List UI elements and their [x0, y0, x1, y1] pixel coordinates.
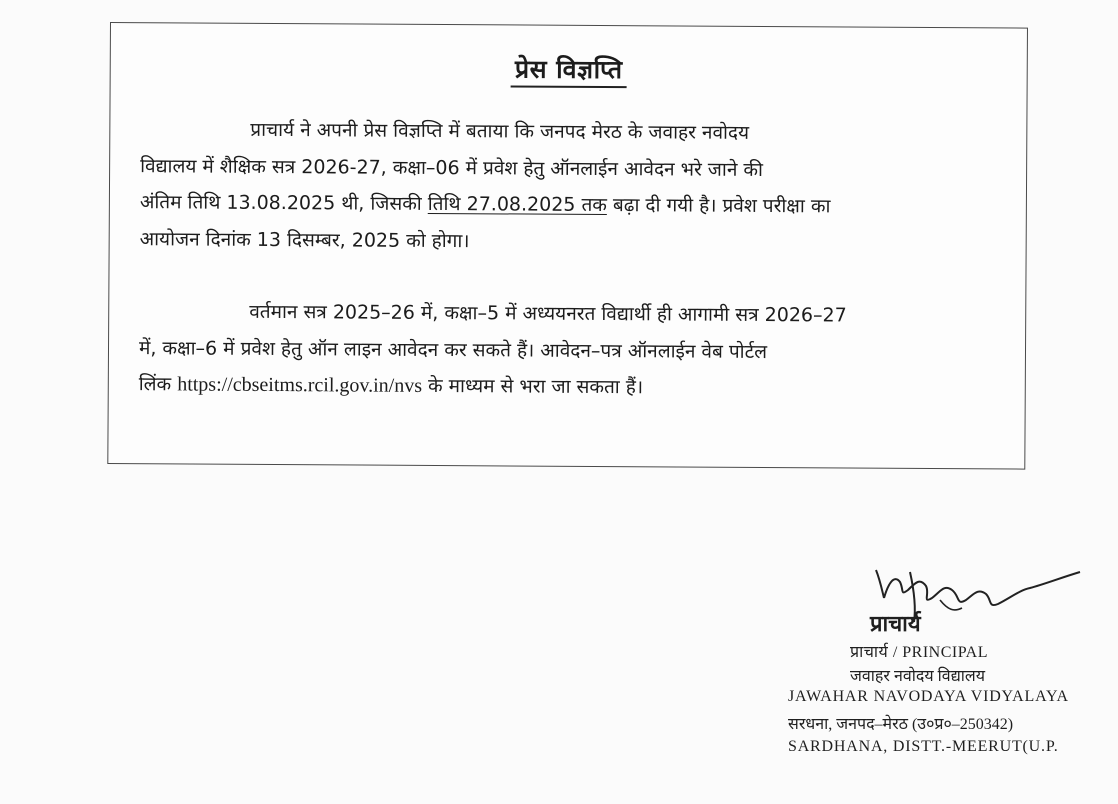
- para1-line-3: अंतिम तिथि 13.08.2025 थी, जिसकी तिथि 27.08.2025 तक बढ़ा दी गयी है। प्रवेश परीक्षा का: [139, 191, 831, 218]
- para2-line-3: लिंक https://cbseitms.rcil.gov.in/nvs के माध्यम से भरा जा सकता हैं।: [138, 373, 644, 399]
- extended-date-underlined: तिथि 27.08.2025 तक: [427, 192, 607, 217]
- portal-url: https://cbseitms.rcil.gov.in/nvs: [177, 373, 423, 397]
- stamp-line-3: JAWAHAR NAVODAYA VIDYALAYA: [788, 688, 1069, 705]
- para2-line-1: वर्तमान सत्र 2025–26 में, कक्षा–5 में अध्ययनरत विद्यार्थी ही आगामी सत्र 2026–27: [249, 300, 847, 327]
- stamp-line-2: जवाहर नवोदय विद्यालय: [850, 668, 986, 685]
- stamp-line-1: प्राचार्य / PRINCIPAL: [850, 644, 988, 661]
- principal-designation: प्राचार्य: [870, 611, 921, 636]
- para2-line-2: में, कक्षा–6 में प्रवेश हेतु ऑन लाइन आवेदन कर सकते हैं। आवेदन–पत्र ऑनलाईन वेब पोर्टल: [138, 336, 768, 363]
- press-release-title: प्रेस विज्ञप्ति: [111, 49, 1027, 89]
- signature-block: [780, 560, 1110, 800]
- stamp-line-5: SARDHANA, DISTT.-MEERUT(U.P.: [788, 738, 1059, 755]
- paragraph-2: [139, 293, 1006, 408]
- para1-line-1: प्राचार्य ने अपनी प्रेस विज्ञप्ति में बताया कि जनपद मेरठ के जवाहर नवोदय: [250, 118, 750, 144]
- para1-line-2: विद्यालय में शैक्षिक सत्र 2026-27, कक्षा–06 में प्रवेश हेतु ऑनलाईन आवेदन भरे जाने की: [140, 154, 764, 181]
- paragraph-1: [140, 111, 1007, 262]
- press-release-box: [107, 22, 1028, 470]
- stamp-line-4: सरधना, जनपद–मेरठ (उ०प्र०–250342): [788, 716, 1014, 733]
- para1-line-4: आयोजन दिनांक 13 दिसम्बर, 2025 को होगा।: [139, 227, 470, 252]
